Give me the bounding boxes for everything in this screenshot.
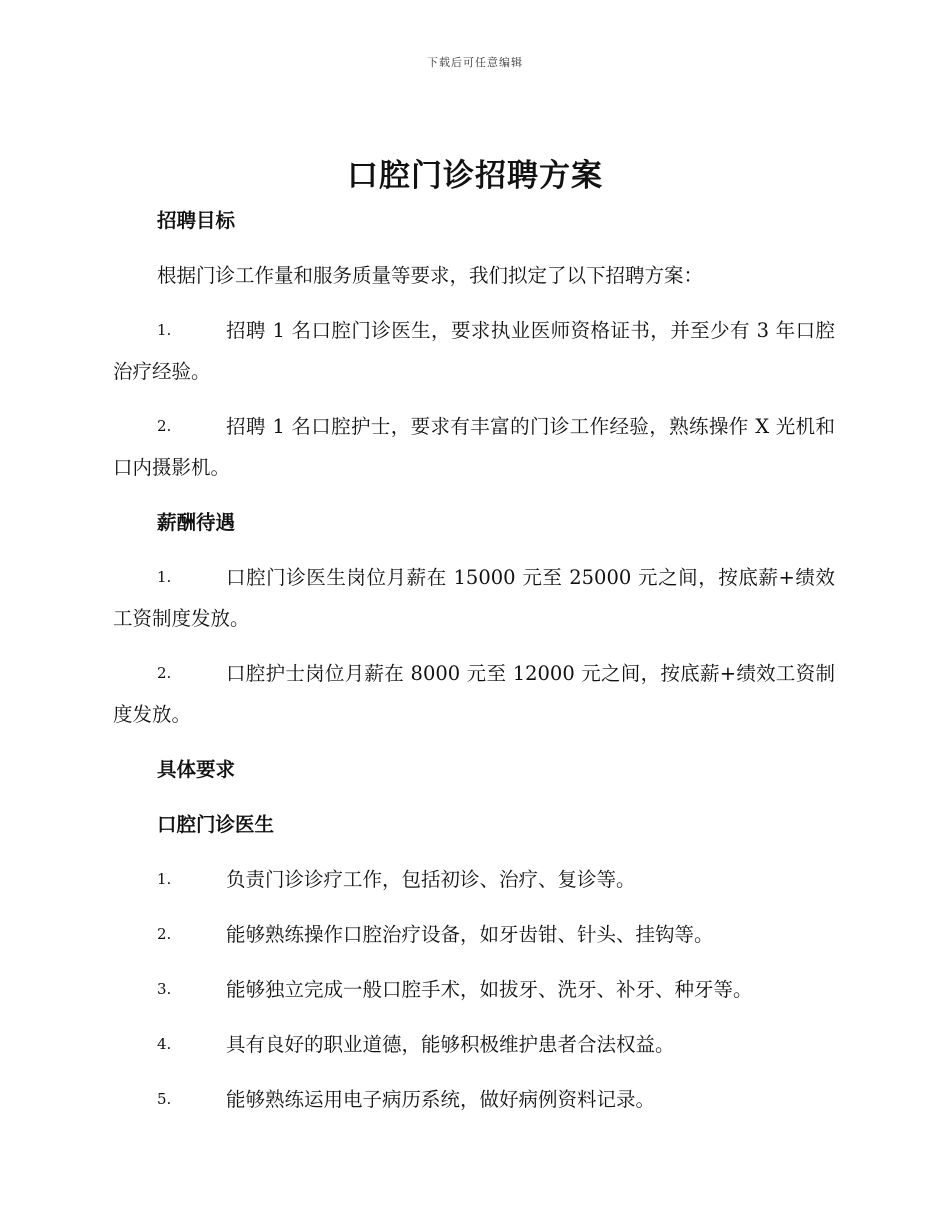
list-number: 2. [157,925,172,943]
requirement-list-item [113,1024,835,1065]
list-item-text: 负责门诊诊疗工作，包括初诊、治疗、复诊等。 [226,868,636,891]
requirement-list-item [113,859,835,900]
section-heading-goal: 招聘目标 [157,209,236,232]
requirement-list-item [113,1079,835,1120]
list-item-text: 能够熟练操作口腔治疗设备，如牙齿钳、针头、挂钩等。 [226,923,714,946]
section-heading-salary: 薪酬待遇 [157,511,236,534]
list-number: 2. [157,664,172,682]
requirement-list-item [113,969,835,1010]
salary-list-item [113,653,835,735]
salary-list-item [113,557,835,639]
requirement-list-item [113,914,835,955]
list-item-text: 能够熟练运用电子病历系统，做好病例资料记录。 [226,1088,656,1111]
list-item-text: 口腔护士岗位月薪在 8000 元至 12000 元之间，按底薪+绩效工资制度发放。 [113,662,835,726]
page-header-note: 下载后可任意编辑 [427,56,523,69]
document-body [113,200,835,1134]
goal-intro-paragraph: 根据门诊工作量和服务质量等要求，我们拟定了以下招聘方案： [157,264,704,287]
list-number: 2. [157,417,172,435]
list-item-text: 能够独立完成一般口腔手术，如拔牙、洗牙、补牙、种牙等。 [226,978,753,1001]
list-number: 5. [157,1090,172,1108]
goal-list-item [113,406,835,488]
list-item-text: 口腔门诊医生岗位月薪在 15000 元至 25000 元之间，按底薪+绩效工资制度发放。 [113,566,835,630]
list-number: 3. [157,980,172,998]
list-number: 1. [157,568,172,586]
list-item-text: 招聘 1 名口腔门诊医生，要求执业医师资格证书，并至少有 3 年口腔治疗经验。 [113,319,835,383]
list-item-text: 具有良好的职业道德，能够积极维护患者合法权益。 [226,1033,675,1056]
goal-list-item [113,310,835,392]
subsection-heading-dentist: 口腔门诊医生 [157,813,275,836]
list-number: 1. [157,321,172,339]
document-title: 口腔门诊招聘方案 [347,158,603,194]
list-number: 4. [157,1035,172,1053]
list-item-text: 招聘 1 名口腔护士，要求有丰富的门诊工作经验，熟练操作 X 光机和口内摄影机。 [113,415,835,479]
section-heading-requirements: 具体要求 [157,758,236,781]
list-number: 1. [157,870,172,888]
